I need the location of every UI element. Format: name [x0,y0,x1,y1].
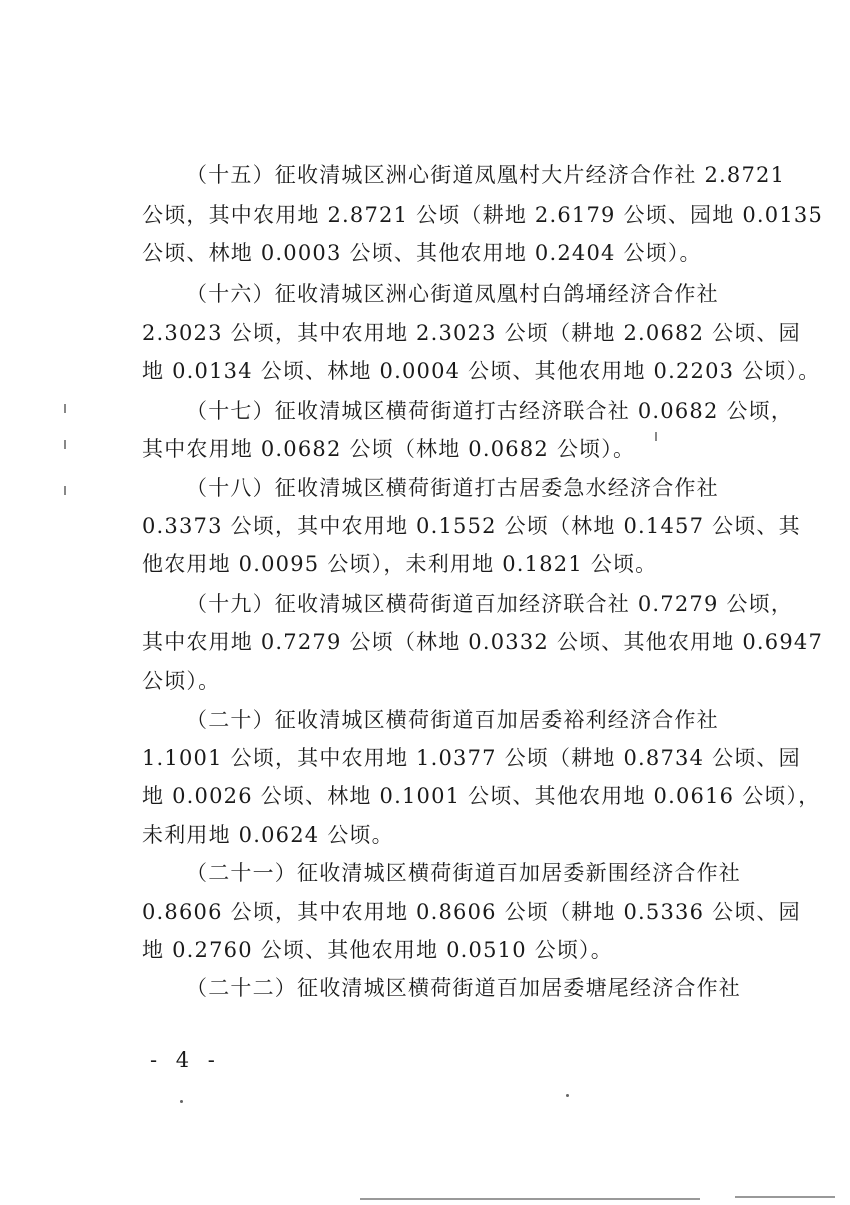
text-line: （二十）征收清城区横荷街道百加居委裕利经济合作社 [186,708,719,732]
scan-mark [64,404,66,413]
text-line: 0.8606 公顷，其中农用地 0.8606 公顷（耕地 0.5336 公顷、园 [142,900,801,924]
text-line: 0.3373 公顷，其中农用地 0.1552 公顷（林地 0.1457 公顷、其 [142,514,801,538]
text-line: （十八）征收清城区横荷街道打古居委急水经济合作社 [186,476,719,500]
text-line: 公顷）。 [142,669,221,693]
text-line: （二十二）征收清城区横荷街道百加居委塘尾经济合作社 [186,976,741,1000]
text-line: 他农用地 0.0095 公顷），未利用地 0.1821 公顷。 [142,552,658,576]
text-line: 其中农用地 0.7279 公顷（林地 0.0332 公顷、其他农用地 0.6947 [142,630,824,654]
scan-mark [64,440,66,449]
text-line: （二十一）征收清城区横荷街道百加居委新围经济合作社 [186,861,741,885]
scan-mark [655,432,657,441]
page-number: - 4 - [150,1048,221,1072]
text-line: 地 0.0134 公顷、林地 0.0004 公顷、其他农用地 0.2203 公顷）。 [142,359,821,383]
text-line: 公顷、林地 0.0003 公顷、其他农用地 0.2404 公顷）。 [142,241,702,265]
text-line: 2.3023 公顷，其中农用地 2.3023 公顷（耕地 2.0682 公顷、园 [142,321,801,345]
text-line: （十七）征收清城区横荷街道打古经济联合社 0.0682 公顷， [186,399,794,423]
text-line: 地 0.0026 公顷、林地 0.1001 公顷、其他农用地 0.0616 公顷）， [142,784,821,808]
text-line: 其中农用地 0.0682 公顷（林地 0.0682 公顷）。 [142,437,636,461]
text-line: 未利用地 0.0624 公顷。 [142,823,394,847]
scan-dot [180,1100,183,1103]
text-line: （十五）征收清城区洲心街道凤凰村大片经济合作社 2.8721 [186,163,786,187]
scan-mark [64,486,66,495]
text-line: 公顷，其中农用地 2.8721 公顷（耕地 2.6179 公顷、园地 0.0135 [142,203,824,227]
scan-dot [566,1094,569,1097]
text-line: （十六）征收清城区洲心街道凤凰村白鸽埇经济合作社 [186,282,719,306]
scan-rule [360,1198,700,1200]
text-line: 1.1001 公顷，其中农用地 1.0377 公顷（耕地 0.8734 公顷、园 [142,746,801,770]
scan-rule [735,1196,835,1198]
text-line: 地 0.2760 公顷、其他农用地 0.0510 公顷）。 [142,938,613,962]
text-line: （十九）征收清城区横荷街道百加经济联合社 0.7279 公顷， [186,592,794,616]
